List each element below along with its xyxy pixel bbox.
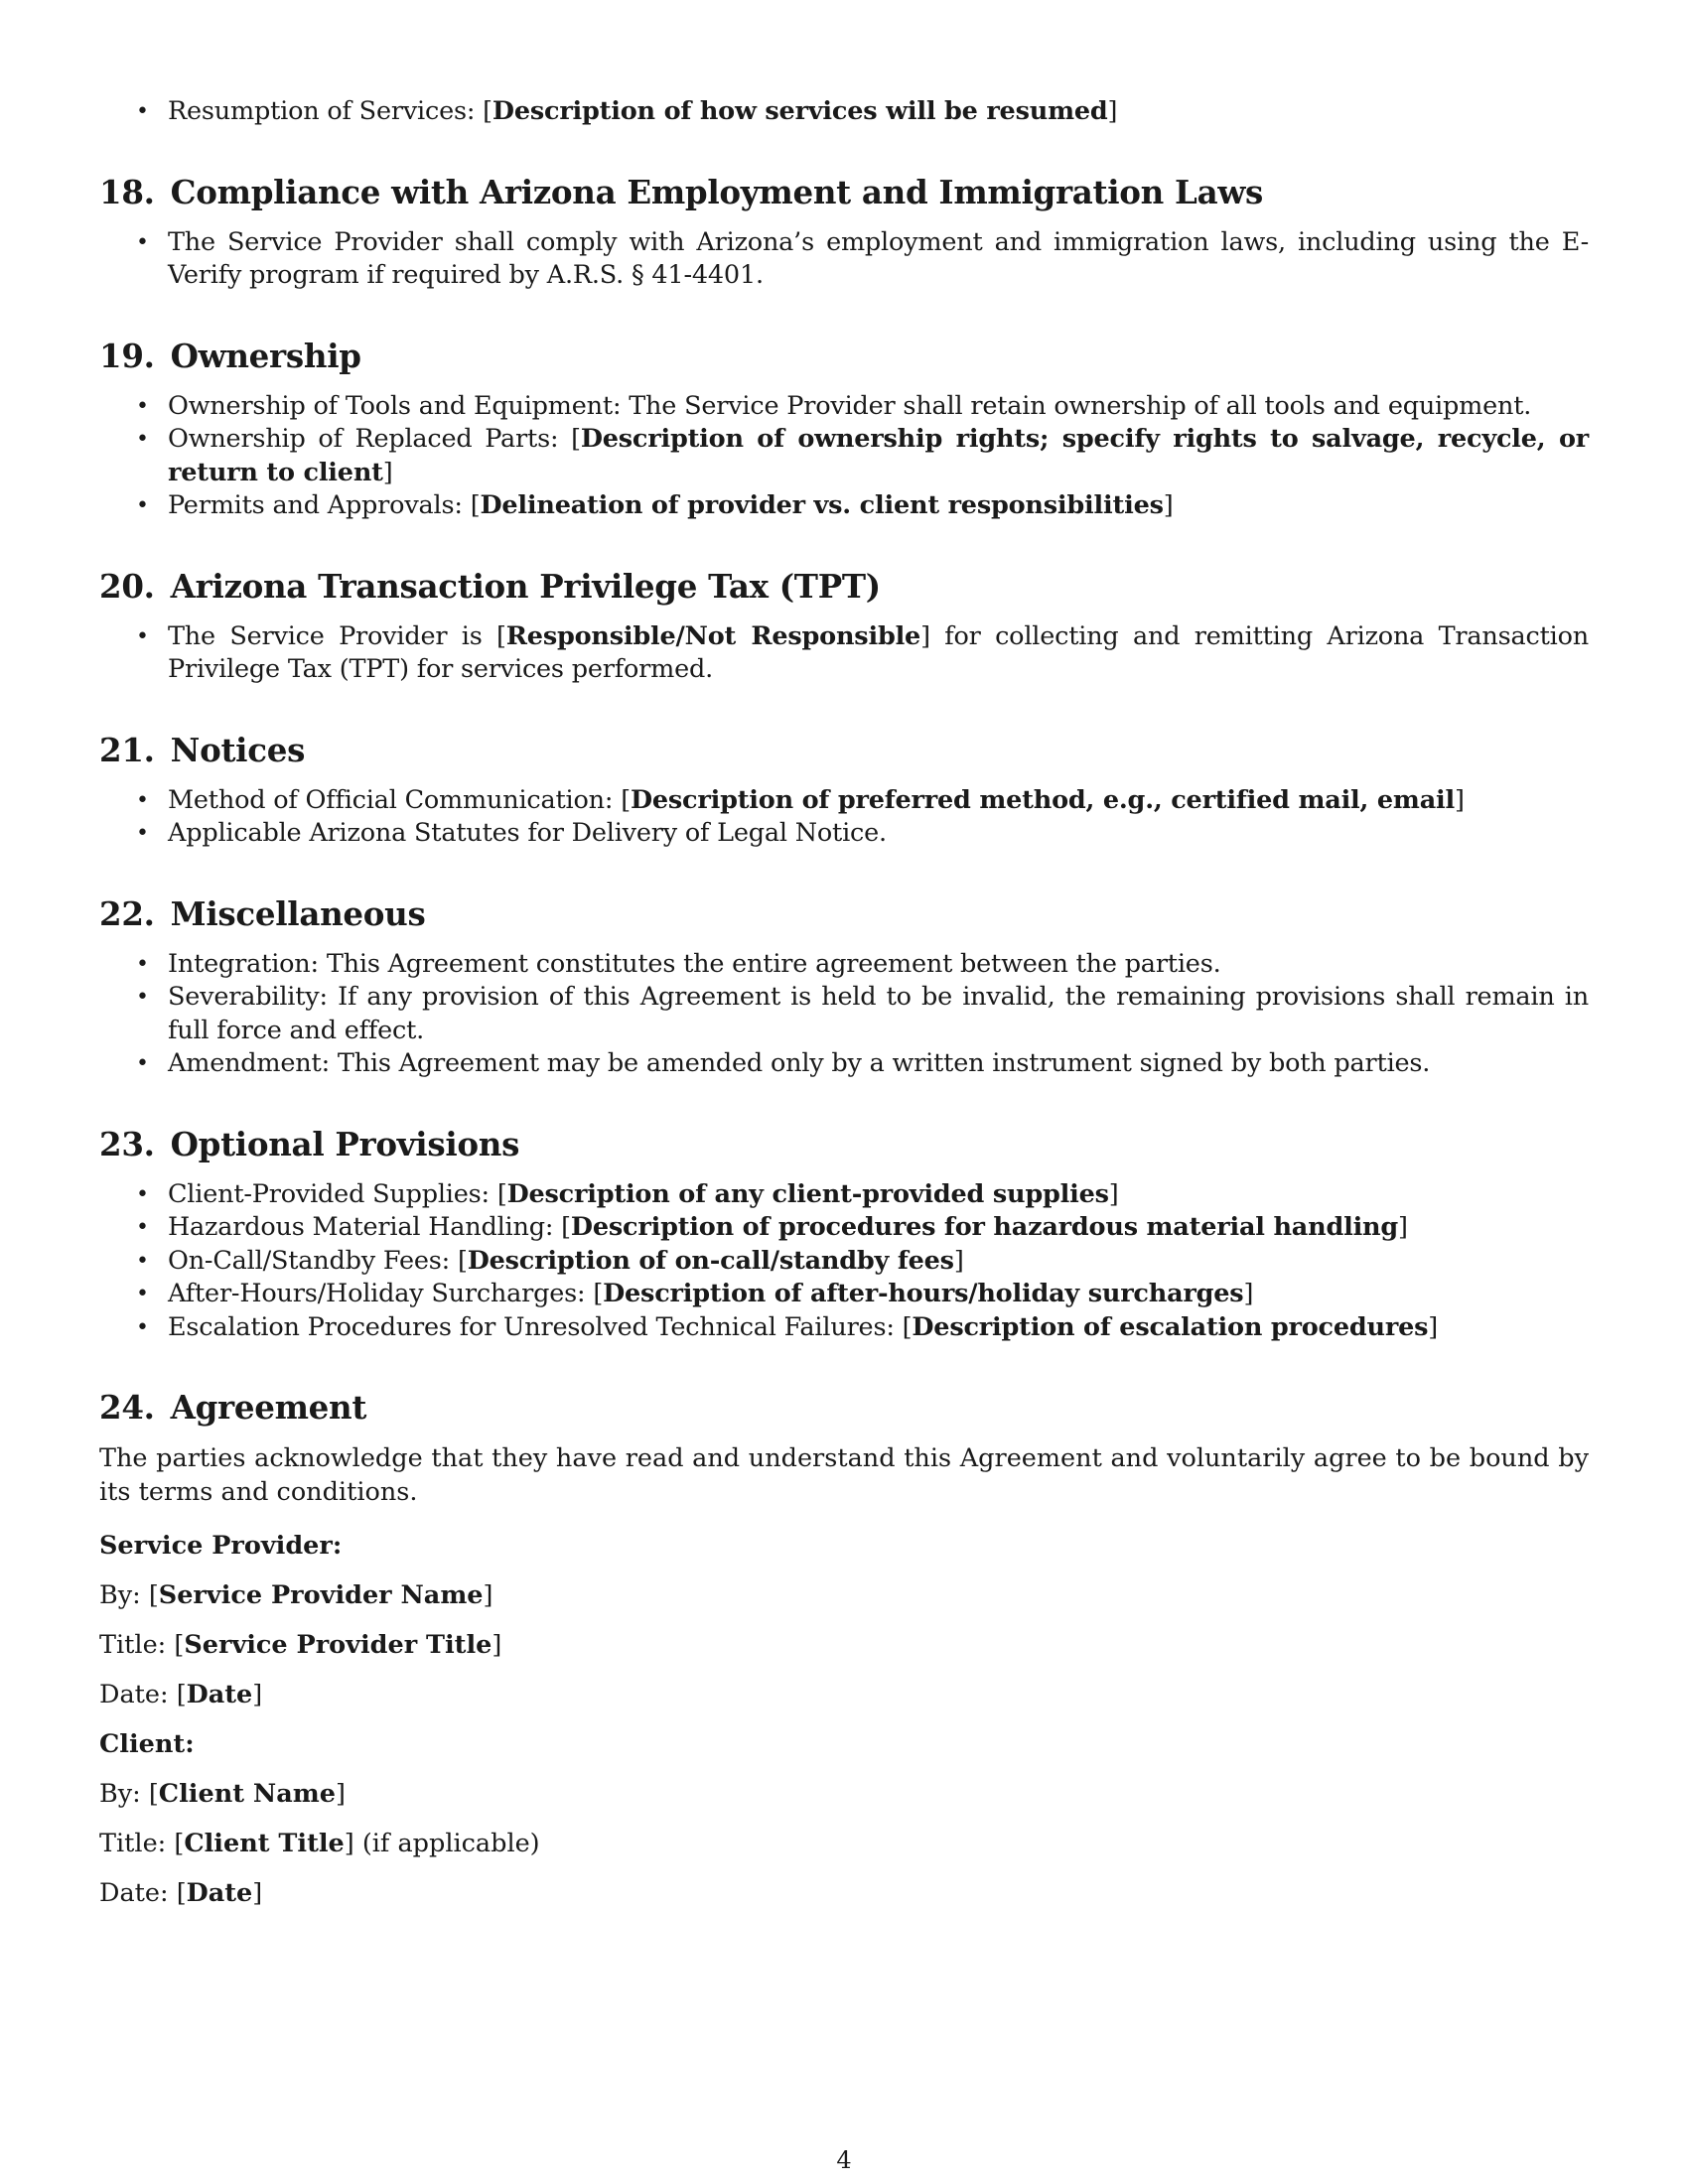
- bullet-list: [99, 226, 1589, 293]
- placeholder-text: Description of after-hours/holiday surcharges: [603, 1279, 1244, 1308]
- section-title: Miscellaneous: [170, 893, 426, 933]
- section-title: Optional Provisions: [170, 1124, 520, 1163]
- client-heading: Client:: [99, 1729, 195, 1759]
- section-number: 21.: [99, 730, 155, 769]
- placeholder-text: Description of how services will be resumed: [492, 96, 1108, 126]
- top-bullet-list: [99, 95, 1589, 129]
- bullet-list: [99, 620, 1589, 687]
- page-number: 4: [836, 2146, 852, 2174]
- list-item: • Ownership of Tools and Equipment: The Service Provider shall retain ownership of all tools and equipment.: [99, 390, 1589, 424]
- section-heading: [99, 731, 1589, 770]
- list-item: • Hazardous Material Handling: [Description of procedures for hazardous material handling]: [99, 1211, 1589, 1245]
- provider-title-placeholder: Service Provider Title: [184, 1630, 492, 1660]
- placeholder-text: Delineation of provider vs. client responsibilities: [480, 490, 1164, 520]
- client-date-placeholder: Date: [186, 1878, 253, 1908]
- section-title: Arizona Transaction Privilege Tax (TPT): [170, 566, 881, 606]
- section-19: [99, 337, 1589, 523]
- section-23: [99, 1125, 1589, 1345]
- provider-heading: Service Provider:: [99, 1531, 343, 1561]
- placeholder-text: Description of escalation procedures: [912, 1311, 1429, 1342]
- section-18: [99, 173, 1589, 293]
- section-number: 18.: [99, 172, 155, 211]
- client-title-line: Title: [Client Title] (if applicable): [99, 1829, 540, 1858]
- provider-title-line: Title: [Service Provider Title]: [99, 1630, 502, 1660]
- placeholder-text: Description of on-call/standby fees: [467, 1245, 954, 1276]
- list-item: • On-Call/Standby Fees: [Description of on-call/standby fees]: [99, 1245, 1589, 1279]
- list-item: • Method of Official Communication: [Description of preferred method, e.g., certified mail, email]: [99, 784, 1589, 818]
- client-title-placeholder: Client Title: [184, 1829, 345, 1858]
- sections-container: [99, 173, 1589, 1345]
- list-item: • Resumption of Services: [Description of how services will be resumed]: [99, 95, 1589, 129]
- client-by-line: By: [Client Name]: [99, 1779, 346, 1809]
- list-item: • The Service Provider shall comply with Arizona’s employment and immigration laws, including using the E-Verify program if required by A.R.S. § 41-4401.: [99, 226, 1589, 293]
- list-item: • Permits and Approvals: [Delineation of provider vs. client responsibilities]: [99, 489, 1589, 523]
- list-item: • Applicable Arizona Statutes for Delivery of Legal Notice.: [99, 817, 1589, 851]
- document-page: [99, 95, 1589, 1926]
- list-item: • After-Hours/Holiday Surcharges: [Description of after-hours/holiday surcharges]: [99, 1278, 1589, 1311]
- bullet-list: [99, 1178, 1589, 1345]
- section-heading: [99, 1388, 1589, 1428]
- section-number: 22.: [99, 893, 155, 933]
- list-item: • Amendment: This Agreement may be amended only by a written instrument signed by both parties.: [99, 1047, 1589, 1081]
- client-name-placeholder: Client Name: [158, 1779, 336, 1809]
- section-heading: [99, 173, 1589, 212]
- section-title: Compliance with Arizona Employment and Immigration Laws: [170, 172, 1264, 211]
- list-item: • The Service Provider is [Responsible/Not Responsible] for collecting and remitting Arizona Transaction Privilege Tax (TPT) for services performed.: [99, 620, 1589, 687]
- section-title: Agreement: [170, 1388, 367, 1427]
- section-20: [99, 567, 1589, 687]
- provider-by-line: By: [Service Provider Name]: [99, 1580, 493, 1610]
- placeholder-text: Description of procedures for hazardous material handling: [570, 1212, 1399, 1242]
- agreement-body: The parties acknowledge that they have read and understand this Agreement and voluntarily agree to be bound by its terms and conditions.: [99, 1443, 1589, 1507]
- section-number: 19.: [99, 336, 155, 375]
- placeholder-text: Description of ownership rights; specify rights to salvage, recycle, or return to client: [168, 424, 1589, 487]
- list-item: • Client-Provided Supplies: [Description of any client-provided supplies]: [99, 1178, 1589, 1212]
- bullet-list: [99, 784, 1589, 851]
- list-item: • Ownership of Replaced Parts: [Description of ownership rights; specify rights to salvage, recycle, or return to client]: [99, 423, 1589, 489]
- placeholder-text: Responsible/Not Responsible: [505, 620, 921, 651]
- section-heading: [99, 894, 1589, 934]
- section-heading: [99, 1125, 1589, 1164]
- section-number: 20.: [99, 566, 155, 606]
- section-number: 23.: [99, 1124, 155, 1163]
- section-22: [99, 894, 1589, 1081]
- section-heading: [99, 567, 1589, 607]
- placeholder-text: Description of preferred method, e.g., certified mail, email: [630, 784, 1455, 815]
- section-24: [99, 1388, 1589, 1910]
- provider-date-line: Date: [Date]: [99, 1680, 263, 1709]
- list-item: • Escalation Procedures for Unresolved Technical Failures: [Description of escalation procedures]: [99, 1311, 1589, 1345]
- section-title: Ownership: [170, 336, 361, 375]
- placeholder-text: Description of any client-provided supplies: [506, 1178, 1109, 1209]
- section-heading: [99, 337, 1589, 376]
- provider-name-placeholder: Service Provider Name: [158, 1580, 484, 1610]
- client-date-line: Date: [Date]: [99, 1878, 263, 1908]
- bullet-list: [99, 948, 1589, 1081]
- provider-date-placeholder: Date: [186, 1680, 253, 1709]
- list-item: • Severability: If any provision of this Agreement is held to be invalid, the remaining provisions shall remain in full force and effect.: [99, 981, 1589, 1047]
- section-21: [99, 731, 1589, 851]
- list-item: • Integration: This Agreement constitutes the entire agreement between the parties.: [99, 948, 1589, 982]
- section-title: Notices: [170, 730, 306, 769]
- section-number: 24.: [99, 1388, 155, 1427]
- bullet-list: [99, 390, 1589, 523]
